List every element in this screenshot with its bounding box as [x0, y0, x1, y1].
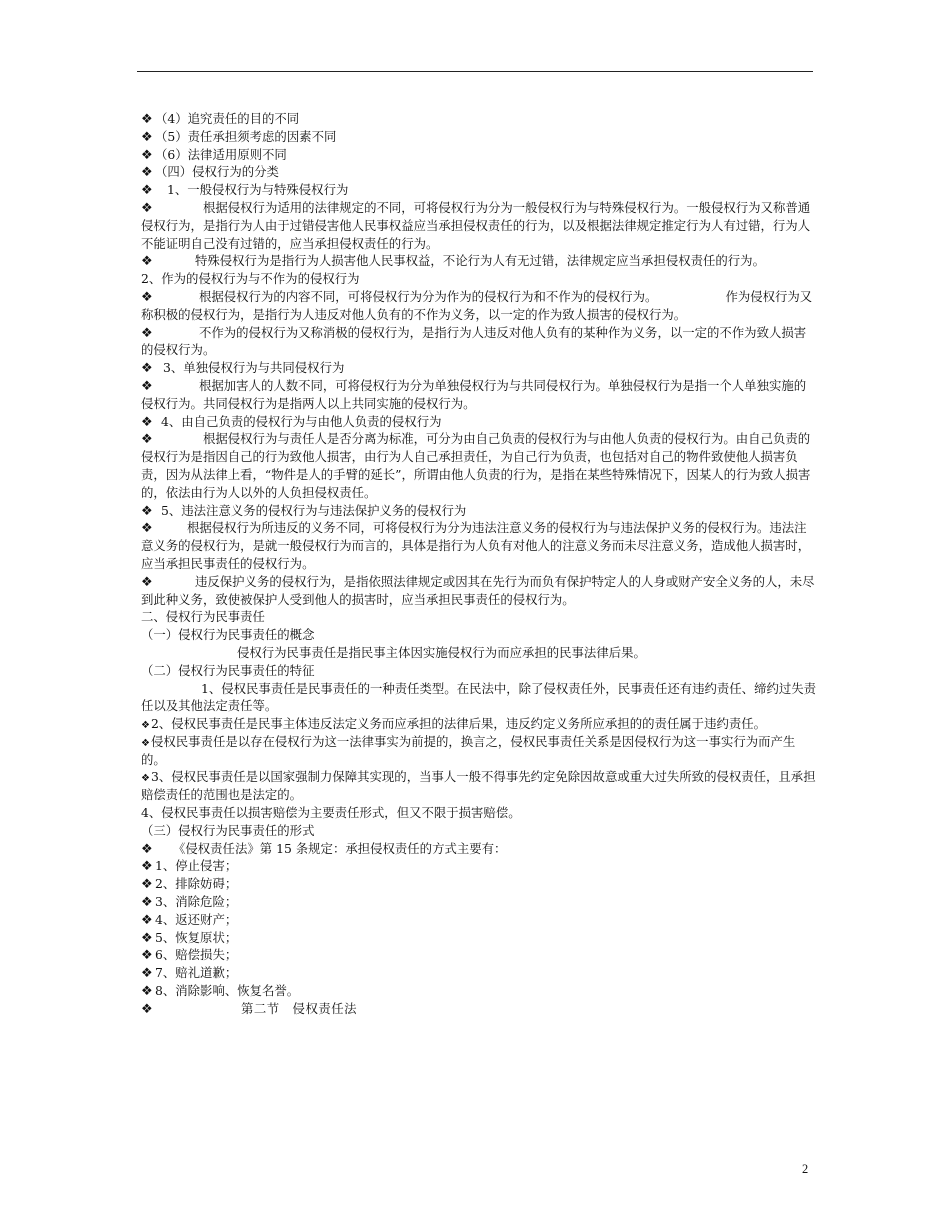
bullet-icon: ❖	[141, 841, 153, 857]
list-item: ❖ 6、赔偿损失；	[141, 947, 238, 964]
section-heading: 二、侵权行为民事责任	[141, 609, 265, 625]
bullet-icon: ❖	[141, 720, 150, 732]
paragraph: ❖3、侵权民事责任是以国家强制力保障其实现的，当事人一般不得事先约定免除因故意或重大过失所致的侵权责任，且承担赔偿责任的范围也是法定的。	[141, 769, 816, 803]
bullet-icon: ❖	[141, 948, 153, 964]
list-item: ❖ 4、返还财产；	[141, 911, 238, 928]
paragraph: 1、侵权民事责任是民事责任的一种责任类型。在民法中，除了侵权责任外，民事责任还有违约责任、缔约过失责任以及其他法定责任等。	[141, 680, 817, 714]
bullet-icon: ❖	[141, 737, 150, 749]
paragraph: 侵权行为民事责任是指民事主体因实施侵权行为而应承担的民事法律后果。	[237, 644, 646, 660]
bullet-icon: ❖	[141, 414, 153, 430]
bullet-icon: ❖	[141, 147, 153, 163]
bullet-icon: ❖	[141, 254, 153, 270]
paragraph: ❖ 《侵权责任法》第 15 条规定：承担侵权责任的方式主要有：	[141, 840, 507, 857]
bullet-icon: ❖	[141, 325, 153, 341]
bullet-icon: ❖	[141, 574, 153, 590]
section-heading: ❖ （四）侵权行为的分类	[141, 164, 279, 181]
bullet-icon: ❖	[141, 503, 153, 519]
header-rule	[137, 71, 813, 72]
page-number: 2	[802, 1162, 809, 1176]
subsection-heading: ❖ 4、由自己负责的侵权行为与由他人负责的侵权行为	[141, 413, 442, 430]
bullet-icon: ❖	[141, 877, 153, 893]
bullet-icon: ❖	[141, 129, 153, 145]
chapter-section-title: ❖ 第二节 侵权责任法	[141, 1000, 358, 1017]
paragraph: ❖ （4）追究责任的目的不同	[141, 111, 300, 127]
bullet-icon: ❖	[141, 966, 153, 982]
bullet-icon: ❖	[141, 200, 153, 216]
subsection-heading: ❖ 3、单独侵权行为与共同侵权行为	[141, 360, 345, 377]
bullet-icon: ❖	[141, 378, 153, 394]
paragraph: ❖ 根据侵权行为所违反的义务不同，可将侵权行为分为违法注意义务的侵权行为与违法保护义务的侵权行为。违法注意义务的侵权行为，是就一般侵权行为而言的，具体是指行为人负有对他人的注意义务而未尽注意义务，造成他人损害时，应当承担民事责任的侵权行为。	[141, 520, 811, 571]
subsection-heading: ❖ 5、违法注意义务的侵权行为与违法保护义务的侵权行为	[141, 502, 467, 519]
subsection-heading: （三）侵权行为民事责任的形式	[141, 822, 315, 838]
paragraph: ❖ 根据加害人的人数不同，可将侵权行为分为单独侵权行为与共同侵权行为。单独侵权行为是指一个人单独实施的侵权行为。共同侵权行为是指两人以上共同实施的侵权行为。	[141, 377, 807, 411]
list-item: ❖ 2、排除妨碍；	[141, 876, 238, 893]
paragraph: ❖ 不作为的侵权行为又称消极的侵权行为，是指行为人违反对他人负有的某种作为义务，以一定的不作为致人损害的侵权行为。	[141, 324, 807, 358]
bullet-icon: ❖	[141, 984, 153, 1000]
paragraph: ❖ 根据侵权行为与责任人是否分离为标准，可分为由自己负责的侵权行为与由他人负责的侵权行为。由自己负责的侵权行为是指因自己的行为致他人损害，由行为人自己承担责任，为自己行为负责，也包括对自己的物件致使他人损害负责，因为从法律上看，“物件是人的手臂的延长”，所谓由他人负责的行为，是指在某些特殊情况下，因某人的行为致人损害的，依法由行为人以外的人负担侵权责任。	[141, 431, 811, 500]
list-item: ❖ 7、赔礼道歉；	[141, 965, 238, 982]
bullet-icon: ❖	[141, 432, 153, 448]
paragraph: ❖侵权民事责任是以存在侵权行为这一法律事实为前提的，换言之，侵权民事责任关系是因侵权行为这一事实行为而产生的。	[141, 733, 796, 767]
bullet-icon: ❖	[141, 289, 153, 305]
bullet-icon: ❖	[141, 912, 153, 928]
paragraph: ❖ （6）法律适用原则不同	[141, 146, 287, 163]
bullet-icon: ❖	[141, 361, 153, 377]
paragraph: ❖ 特殊侵权行为是指行为人损害他人民事权益，不论行为人有无过错，法律规定应当承担侵权责任的行为。	[141, 253, 765, 270]
list-item: ❖ 5、恢复原状；	[141, 929, 238, 946]
bullet-icon: ❖	[141, 183, 153, 199]
bullet-icon: ❖	[141, 859, 153, 875]
list-item: ❖ 3、消除危险；	[141, 894, 238, 911]
bullet-icon: ❖	[141, 930, 153, 946]
document-body	[141, 110, 817, 1018]
paragraph: 4、侵权民事责任以损害赔偿为主要责任形式，但又不限于损害赔偿。	[141, 805, 521, 821]
paragraph: ❖ 违反保护义务的侵权行为，是指依照法律规定或因其在先行为而负有保护特定人的人身或财产安全义务的人，未尽到此种义务，致使被保护人受到他人的损害时，应当承担民事责任的侵权行为。	[141, 573, 815, 607]
subsection-heading: （二）侵权行为民事责任的特征	[141, 662, 315, 678]
bullet-icon: ❖	[141, 773, 150, 785]
bullet-icon: ❖	[141, 521, 153, 537]
bullet-icon: ❖	[141, 165, 153, 181]
subsection-heading: 2、作为的侵权行为与不作为的侵权行为	[141, 271, 360, 287]
paragraph: ❖ （5）责任承担须考虑的因素不同	[141, 128, 337, 145]
list-item: ❖ 1、停止侵害；	[141, 858, 238, 875]
subsection-heading: ❖ 1、一般侵权行为与特殊侵权行为	[141, 182, 349, 199]
paragraph: ❖ 根据侵权行为的内容不同，可将侵权行为分为作为的侵权行为和不作为的侵权行为。 作为侵权行为又称积极的侵权行为，是指行为人违反对他人负有的不作为义务，以一定的作为致人损害的侵权行为。	[141, 288, 813, 322]
paragraph: ❖2、侵权民事责任是民事主体违反法定义务而应承担的法律后果，违反约定义务所应承担的的责任属于违约责任。	[141, 716, 767, 732]
bullet-icon: ❖	[141, 112, 153, 127]
bullet-icon: ❖	[141, 1001, 154, 1017]
paragraph: ❖ 根据侵权行为适用的法律规定的不同，可将侵权行为分为一般侵权行为与特殊侵权行为。一般侵权行为又称普通侵权行为，是指行为人由于过错侵害他人民事权益应当承担侵权责任的行为，以及根据法律规定推定行为人有过错，行为人不能证明自己没有过错的，应当承担侵权责任的行为。	[141, 199, 811, 251]
list-item: ❖ 8、消除影响、恢复名誉。	[141, 983, 300, 1000]
subsection-heading: （一）侵权行为民事责任的概念	[141, 627, 315, 643]
bullet-icon: ❖	[141, 895, 153, 911]
